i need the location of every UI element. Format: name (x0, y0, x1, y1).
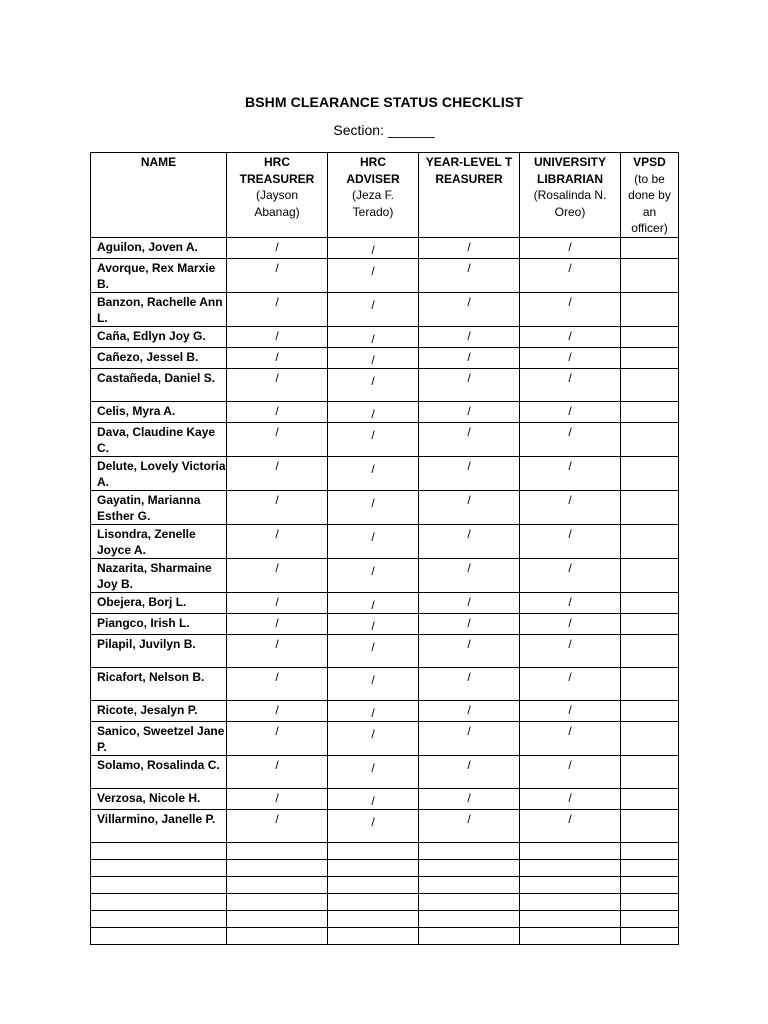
hrc-adviser-mark-cell: / (328, 558, 419, 592)
year-level-treasurer-mark-cell: / (419, 490, 520, 524)
vpsd-mark-cell (621, 592, 679, 613)
header-vpsd (621, 153, 679, 238)
year-level-treasurer-mark-cell: / (419, 667, 520, 700)
vpsd-mark-cell (621, 910, 679, 927)
vpsd-mark-cell (621, 292, 679, 326)
hrc-treasurer-mark-cell: / (227, 237, 328, 258)
hrc-treasurer-mark-cell: / (227, 788, 328, 809)
hrc-treasurer-mark-cell: / (227, 809, 328, 842)
vpsd-mark-cell (621, 490, 679, 524)
student-name-cell: Celis, Myra A. (91, 401, 227, 422)
hrc-adviser-mark-cell: / (328, 788, 419, 809)
vpsd-mark-cell (621, 700, 679, 721)
student-name-cell: Castañeda, Daniel S. (91, 368, 227, 401)
year-level-treasurer-mark-cell (419, 859, 520, 876)
hrc-treasurer-mark-cell: / (227, 613, 328, 634)
vpsd-mark-cell (621, 456, 679, 490)
university-librarian-mark-cell: / (520, 634, 621, 667)
year-level-treasurer-mark-cell: / (419, 558, 520, 592)
hrc-treasurer-mark-cell: / (227, 456, 328, 490)
hrc-adviser-mark-cell (328, 876, 419, 893)
clearance-table (90, 152, 679, 945)
hrc-adviser-mark-cell (328, 927, 419, 944)
header-vpsd-note: (to be done by an officer) (628, 171, 671, 235)
vpsd-mark-cell (621, 667, 679, 700)
hrc-treasurer-mark-cell: / (227, 490, 328, 524)
table-row (91, 809, 679, 842)
hrc-adviser-mark-cell (328, 859, 419, 876)
hrc-treasurer-mark-cell: / (227, 292, 328, 326)
student-name-cell: Lisondra, Zenelle Joyce A. (91, 524, 227, 558)
table-row (91, 788, 679, 809)
hrc-treasurer-mark-cell: / (227, 347, 328, 368)
hrc-treasurer-mark-cell: / (227, 401, 328, 422)
student-name-cell: Pilapil, Juvilyn B. (91, 634, 227, 667)
university-librarian-mark-cell: / (520, 700, 621, 721)
year-level-treasurer-mark-cell (419, 876, 520, 893)
hrc-treasurer-mark-cell (227, 876, 328, 893)
table-row (91, 422, 679, 456)
hrc-treasurer-mark-cell (227, 859, 328, 876)
student-name-cell: Dava, Claudine Kaye C. (91, 422, 227, 456)
student-name-cell: Delute, Lovely Victoria A. (91, 456, 227, 490)
student-name-cell: Banzon, Rachelle Ann L. (91, 292, 227, 326)
hrc-treasurer-mark-cell: / (227, 755, 328, 788)
hrc-adviser-mark-cell: / (328, 258, 419, 292)
year-level-treasurer-mark-cell: / (419, 524, 520, 558)
table-row (91, 667, 679, 700)
hrc-treasurer-mark-cell (227, 893, 328, 910)
year-level-treasurer-mark-cell: / (419, 258, 520, 292)
header-university-librarian-person: (Rosalinda N. Oreo) (533, 188, 607, 219)
student-name-cell: Solamo, Rosalinda C. (91, 755, 227, 788)
university-librarian-mark-cell: / (520, 258, 621, 292)
table-row (91, 347, 679, 368)
table-row (91, 755, 679, 788)
student-name-cell (91, 859, 227, 876)
table-row (91, 721, 679, 755)
header-name-title: NAME (140, 155, 177, 169)
vpsd-mark-cell (621, 755, 679, 788)
table-body (91, 237, 679, 944)
year-level-treasurer-mark-cell: / (419, 292, 520, 326)
header-hrc-adviser-person: (Jeza F. Terado) (351, 188, 394, 219)
header-hrc-treasurer (227, 153, 328, 238)
university-librarian-mark-cell: / (520, 237, 621, 258)
header-university-librarian-title: UNIVERSITY LIBRARIAN (533, 155, 606, 186)
university-librarian-mark-cell: / (520, 368, 621, 401)
vpsd-mark-cell (621, 788, 679, 809)
hrc-treasurer-mark-cell: / (227, 558, 328, 592)
hrc-treasurer-mark-cell: / (227, 592, 328, 613)
table-row (91, 292, 679, 326)
vpsd-mark-cell (621, 876, 679, 893)
header-hrc-adviser-title: HRC ADVISER (346, 155, 400, 186)
vpsd-mark-cell (621, 524, 679, 558)
student-name-cell: Caña, Edlyn Joy G. (91, 326, 227, 347)
hrc-adviser-mark-cell (328, 842, 419, 859)
table-row-blank (91, 910, 679, 927)
university-librarian-mark-cell: / (520, 456, 621, 490)
table-row (91, 258, 679, 292)
university-librarian-mark-cell: / (520, 809, 621, 842)
vpsd-mark-cell (621, 368, 679, 401)
hrc-adviser-mark-cell: / (328, 667, 419, 700)
hrc-treasurer-mark-cell: / (227, 634, 328, 667)
hrc-adviser-mark-cell: / (328, 700, 419, 721)
vpsd-mark-cell (621, 721, 679, 755)
university-librarian-mark-cell (520, 893, 621, 910)
document-title: BSHM CLEARANCE STATUS CHECKLIST (245, 94, 523, 110)
university-librarian-mark-cell: / (520, 292, 621, 326)
hrc-treasurer-mark-cell: / (227, 258, 328, 292)
table-row (91, 558, 679, 592)
hrc-treasurer-mark-cell: / (227, 524, 328, 558)
student-name-cell: Ricote, Jesalyn P. (91, 700, 227, 721)
table-row-blank (91, 842, 679, 859)
student-name-cell (91, 876, 227, 893)
table-row (91, 456, 679, 490)
year-level-treasurer-mark-cell: / (419, 755, 520, 788)
vpsd-mark-cell (621, 558, 679, 592)
university-librarian-mark-cell: / (520, 592, 621, 613)
vpsd-mark-cell (621, 237, 679, 258)
vpsd-mark-cell (621, 809, 679, 842)
student-name-cell: Gayatin, Marianna Esther G. (91, 490, 227, 524)
year-level-treasurer-mark-cell (419, 910, 520, 927)
student-name-cell: Sanico, Sweetzel Jane P. (91, 721, 227, 755)
hrc-adviser-mark-cell: / (328, 292, 419, 326)
hrc-adviser-mark-cell: / (328, 613, 419, 634)
table-row (91, 613, 679, 634)
hrc-adviser-mark-cell: / (328, 524, 419, 558)
university-librarian-mark-cell: / (520, 558, 621, 592)
hrc-treasurer-mark-cell: / (227, 368, 328, 401)
university-librarian-mark-cell (520, 910, 621, 927)
university-librarian-mark-cell: / (520, 524, 621, 558)
student-name-cell: Piangco, Irish L. (91, 613, 227, 634)
header-year-level-treasurer (419, 153, 520, 238)
vpsd-mark-cell (621, 422, 679, 456)
year-level-treasurer-mark-cell: / (419, 368, 520, 401)
hrc-adviser-mark-cell: / (328, 326, 419, 347)
vpsd-mark-cell (621, 347, 679, 368)
header-hrc-adviser (328, 153, 419, 238)
student-name-cell (91, 927, 227, 944)
year-level-treasurer-mark-cell: / (419, 700, 520, 721)
vpsd-mark-cell (621, 634, 679, 667)
hrc-adviser-mark-cell: / (328, 755, 419, 788)
hrc-treasurer-mark-cell (227, 910, 328, 927)
hrc-adviser-mark-cell: / (328, 422, 419, 456)
year-level-treasurer-mark-cell: / (419, 613, 520, 634)
vpsd-mark-cell (621, 613, 679, 634)
university-librarian-mark-cell (520, 927, 621, 944)
university-librarian-mark-cell: / (520, 347, 621, 368)
hrc-adviser-mark-cell: / (328, 634, 419, 667)
year-level-treasurer-mark-cell: / (419, 809, 520, 842)
year-level-treasurer-mark-cell (419, 893, 520, 910)
university-librarian-mark-cell (520, 876, 621, 893)
student-name-cell (91, 893, 227, 910)
university-librarian-mark-cell (520, 842, 621, 859)
table-row (91, 237, 679, 258)
university-librarian-mark-cell: / (520, 326, 621, 347)
university-librarian-mark-cell: / (520, 721, 621, 755)
header-name (91, 153, 227, 238)
year-level-treasurer-mark-cell: / (419, 326, 520, 347)
vpsd-mark-cell (621, 258, 679, 292)
hrc-treasurer-mark-cell (227, 927, 328, 944)
student-name-cell (91, 910, 227, 927)
hrc-treasurer-mark-cell: / (227, 422, 328, 456)
header-row (91, 153, 679, 238)
section-label: Section: ______ (333, 122, 435, 138)
table-row (91, 490, 679, 524)
hrc-treasurer-mark-cell: / (227, 667, 328, 700)
hrc-adviser-mark-cell: / (328, 237, 419, 258)
year-level-treasurer-mark-cell: / (419, 634, 520, 667)
hrc-adviser-mark-cell: / (328, 490, 419, 524)
university-librarian-mark-cell: / (520, 613, 621, 634)
university-librarian-mark-cell: / (520, 788, 621, 809)
hrc-treasurer-mark-cell: / (227, 700, 328, 721)
header-hrc-treasurer-title: HRC TREASURER (239, 155, 315, 186)
university-librarian-mark-cell (520, 859, 621, 876)
header-university-librarian (520, 153, 621, 238)
vpsd-mark-cell (621, 927, 679, 944)
table-row-blank (91, 876, 679, 893)
hrc-adviser-mark-cell: / (328, 809, 419, 842)
vpsd-mark-cell (621, 326, 679, 347)
table-row-blank (91, 927, 679, 944)
year-level-treasurer-mark-cell: / (419, 237, 520, 258)
year-level-treasurer-mark-cell: / (419, 788, 520, 809)
university-librarian-mark-cell: / (520, 422, 621, 456)
year-level-treasurer-mark-cell: / (419, 401, 520, 422)
student-name-cell: Obejera, Borj L. (91, 592, 227, 613)
table-row-blank (91, 859, 679, 876)
student-name-cell: Verzosa, Nicole H. (91, 788, 227, 809)
year-level-treasurer-mark-cell: / (419, 347, 520, 368)
year-level-treasurer-mark-cell (419, 842, 520, 859)
student-name-cell: Aguilon, Joven A. (91, 237, 227, 258)
vpsd-mark-cell (621, 893, 679, 910)
university-librarian-mark-cell: / (520, 490, 621, 524)
table-row (91, 700, 679, 721)
vpsd-mark-cell (621, 401, 679, 422)
hrc-adviser-mark-cell (328, 893, 419, 910)
hrc-adviser-mark-cell: / (328, 721, 419, 755)
hrc-adviser-mark-cell: / (328, 368, 419, 401)
year-level-treasurer-mark-cell: / (419, 422, 520, 456)
year-level-treasurer-mark-cell (419, 927, 520, 944)
header-vpsd-title: VPSD (633, 155, 666, 169)
university-librarian-mark-cell: / (520, 667, 621, 700)
student-name-cell: Villarmino, Janelle P. (91, 809, 227, 842)
table-row (91, 592, 679, 613)
hrc-adviser-mark-cell (328, 910, 419, 927)
student-name-cell: Avorque, Rex Marxie B. (91, 258, 227, 292)
table-row (91, 401, 679, 422)
hrc-treasurer-mark-cell (227, 842, 328, 859)
header-year-level-treasurer-title: YEAR-LEVEL TREASURER (425, 155, 513, 186)
student-name-cell: Nazarita, Sharmaine Joy B. (91, 558, 227, 592)
vpsd-mark-cell (621, 859, 679, 876)
hrc-adviser-mark-cell: / (328, 401, 419, 422)
hrc-adviser-mark-cell: / (328, 456, 419, 490)
university-librarian-mark-cell: / (520, 755, 621, 788)
hrc-treasurer-mark-cell: / (227, 721, 328, 755)
hrc-adviser-mark-cell: / (328, 347, 419, 368)
table-row (91, 368, 679, 401)
student-name-cell: Ricafort, Nelson B. (91, 667, 227, 700)
year-level-treasurer-mark-cell: / (419, 456, 520, 490)
hrc-treasurer-mark-cell: / (227, 326, 328, 347)
hrc-adviser-mark-cell: / (328, 592, 419, 613)
student-name-cell (91, 842, 227, 859)
table-row-blank (91, 893, 679, 910)
year-level-treasurer-mark-cell: / (419, 721, 520, 755)
header-hrc-treasurer-person: (Jayson Abanag) (254, 188, 300, 219)
table-row (91, 524, 679, 558)
year-level-treasurer-mark-cell: / (419, 592, 520, 613)
table-row (91, 326, 679, 347)
university-librarian-mark-cell: / (520, 401, 621, 422)
table-row (91, 634, 679, 667)
student-name-cell: Cañezo, Jessel B. (91, 347, 227, 368)
vpsd-mark-cell (621, 842, 679, 859)
